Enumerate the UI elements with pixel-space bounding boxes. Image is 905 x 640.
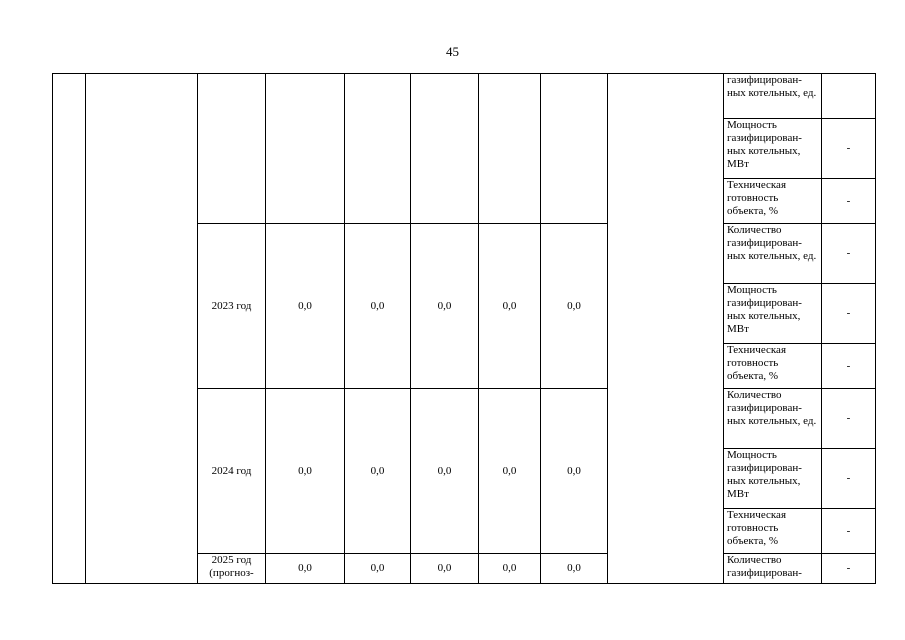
- value-cell: 0,0: [266, 554, 345, 584]
- value-cell: 0,0: [345, 224, 411, 389]
- indicator-name: Мощность газифицирован-ных котельных, МВт: [724, 284, 822, 344]
- page-number: 45: [446, 44, 459, 59]
- indicator-name: Мощность газифицирован-ных котельных, МВт: [724, 119, 822, 179]
- value-cell: 0,0: [411, 554, 479, 584]
- executor-cell: [608, 74, 724, 584]
- value-cell: 0,0: [541, 554, 608, 584]
- indicator-value: -: [822, 224, 876, 284]
- indicator-value: -: [822, 449, 876, 509]
- name-cell: [86, 74, 198, 584]
- indicator-value: -: [822, 344, 876, 389]
- indicator-value: -: [822, 179, 876, 224]
- budget-table: [52, 73, 876, 584]
- year-cell: [198, 74, 266, 224]
- indicator-name: Количество газифицирован-: [724, 554, 822, 584]
- value-cell: [411, 74, 479, 224]
- value-cell: 0,0: [411, 224, 479, 389]
- value-cell: 0,0: [479, 554, 541, 584]
- year-cell: 2024 год: [198, 389, 266, 554]
- value-cell: 0,0: [479, 389, 541, 554]
- indicator-name: Техническая готовность объекта, %: [724, 179, 822, 224]
- indicator-name: Техническая готовность объекта, %: [724, 344, 822, 389]
- value-cell: [345, 74, 411, 224]
- year-cell: 2023 год: [198, 224, 266, 389]
- indicator-name: Количество газифицирован-ных котельных, ед.: [724, 224, 822, 284]
- indicator-value: -: [822, 119, 876, 179]
- indicator-value: -: [822, 389, 876, 449]
- indicator-name: Техническая готовность объекта, %: [724, 509, 822, 554]
- value-cell: 0,0: [541, 389, 608, 554]
- indicator-name: Количество газифицирован-ных котельных, ед.: [724, 389, 822, 449]
- value-cell: [266, 74, 345, 224]
- value-cell: 0,0: [266, 389, 345, 554]
- indicator-name: газифицирован-ных котельных, ед.: [724, 74, 822, 119]
- value-cell: [541, 74, 608, 224]
- indicator-name: Мощность газифицирован-ных котельных, МВт: [724, 449, 822, 509]
- indicator-value: [822, 74, 876, 119]
- value-cell: 0,0: [541, 224, 608, 389]
- indicator-value: -: [822, 509, 876, 554]
- value-cell: 0,0: [345, 554, 411, 584]
- table-row: [53, 74, 876, 119]
- number-cell: [53, 74, 86, 584]
- value-cell: 0,0: [411, 389, 479, 554]
- value-cell: [479, 74, 541, 224]
- year-cell: 2025 год (прогноз-: [198, 554, 266, 584]
- indicator-value: -: [822, 284, 876, 344]
- indicator-value: -: [822, 554, 876, 584]
- value-cell: 0,0: [345, 389, 411, 554]
- value-cell: 0,0: [479, 224, 541, 389]
- value-cell: 0,0: [266, 224, 345, 389]
